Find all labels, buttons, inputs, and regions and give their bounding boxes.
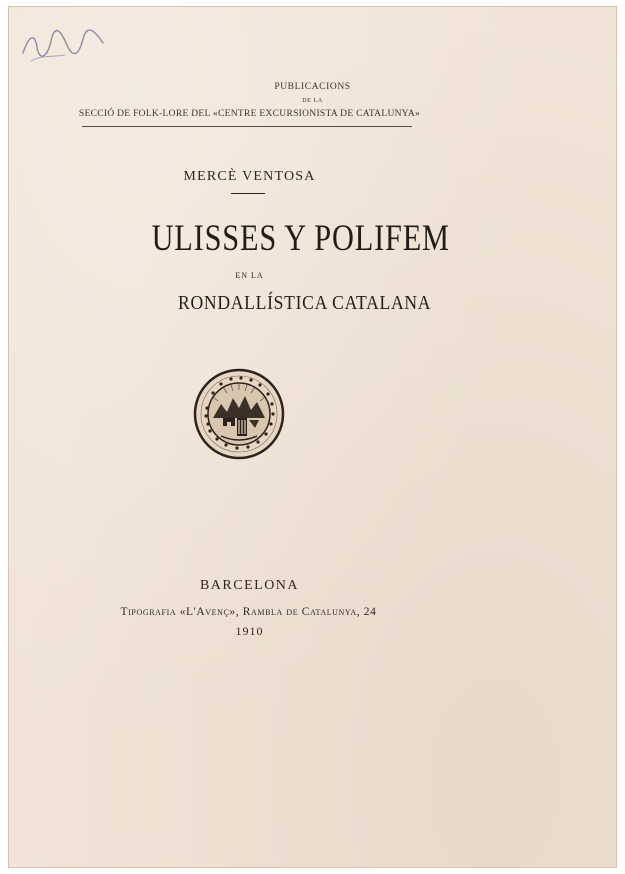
publications-label: PUBLICACIONS xyxy=(274,82,351,92)
handwritten-note-icon xyxy=(21,25,111,65)
author-name: MERCÈ VENTOSA xyxy=(183,169,316,184)
book-subtitle: RONDALLÍSTICA CATALANA xyxy=(178,292,432,314)
imprint-city: BARCELONA xyxy=(199,578,300,593)
society-seal-icon xyxy=(193,368,285,460)
header-divider xyxy=(82,126,412,127)
en-la-label: EN LA xyxy=(235,271,264,280)
cover-page xyxy=(8,6,617,868)
de-la-label: DE LA xyxy=(302,98,323,104)
imprint-year: 1910 xyxy=(235,624,264,638)
section-label: SECCIÓ DE FOLK-LORE DEL «CENTRE EXCURSIONISTA DE CATALUNYA» xyxy=(78,109,421,119)
book-title: ULISSES Y POLIFEM xyxy=(151,218,450,259)
imprint-printer: Tipografia «L'Avenç», Rambla de Catalunya, 24 xyxy=(120,606,377,618)
author-divider xyxy=(231,193,265,194)
